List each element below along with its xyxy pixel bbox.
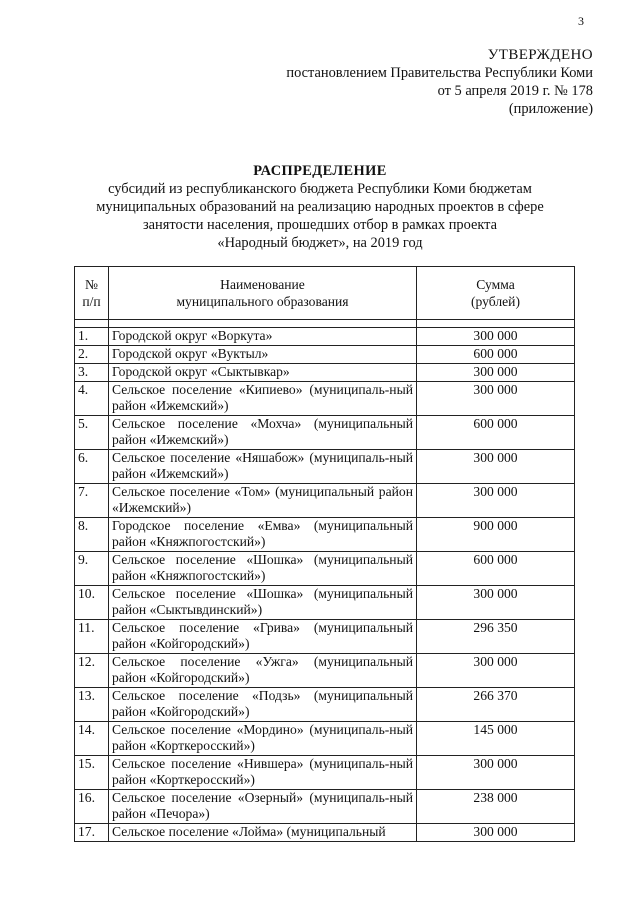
row-number: 4. bbox=[75, 382, 109, 416]
subsidy-amount: 145 000 bbox=[417, 722, 575, 756]
heading-line-2: муниципальных образований на реализацию народных проектов в сфере bbox=[96, 199, 544, 215]
header-name bbox=[109, 267, 417, 320]
table-row bbox=[75, 328, 575, 346]
row-number: 5. bbox=[75, 416, 109, 450]
table-row bbox=[75, 722, 575, 756]
header-sum bbox=[417, 267, 575, 320]
row-number: 14. bbox=[75, 722, 109, 756]
subsidy-amount: 300 000 bbox=[417, 756, 575, 790]
municipality-name: Городское поселение «Емва» (муниципальный район «Княжпогостский») bbox=[109, 518, 417, 552]
municipality-name: Сельское поселение «Грива» (муниципальный район «Койгородский») bbox=[109, 620, 417, 654]
subsidy-amount: 600 000 bbox=[417, 346, 575, 364]
table-row bbox=[75, 586, 575, 620]
heading-line-3: занятости населения, прошедших отбор в рамках проекта bbox=[142, 217, 498, 233]
table-row bbox=[75, 688, 575, 722]
spacer-cell bbox=[75, 320, 109, 328]
document-heading bbox=[0, 162, 640, 252]
header-name-line-2: муниципального образования bbox=[176, 294, 349, 309]
approval-appendix-line: (приложение) bbox=[508, 101, 593, 117]
table-row bbox=[75, 654, 575, 688]
table-row bbox=[75, 382, 575, 416]
approval-date-line: от 5 апреля 2019 г. № 178 bbox=[437, 83, 593, 99]
municipality-name: Сельское поселение «Ужга» (муниципальный район «Койгородский») bbox=[109, 654, 417, 688]
approval-title: УТВЕРЖДЕНО bbox=[487, 47, 593, 63]
row-number: 9. bbox=[75, 552, 109, 586]
table-row bbox=[75, 552, 575, 586]
row-number: 10. bbox=[75, 586, 109, 620]
subsidy-amount: 300 000 bbox=[417, 484, 575, 518]
municipality-name: Сельское поселение «Том» (муниципальный район «Ижемский») bbox=[109, 484, 417, 518]
municipality-name: Сельское поселение «Нившера» (муниципаль-ный район «Корткеросский») bbox=[109, 756, 417, 790]
spacer-cell bbox=[417, 320, 575, 328]
header-sum-line-2: (рублей) bbox=[471, 294, 520, 309]
approval-block bbox=[286, 46, 593, 118]
municipality-name: Сельское поселение «Мохча» (муниципальный район «Ижемский») bbox=[109, 416, 417, 450]
subsidy-amount: 238 000 bbox=[417, 790, 575, 824]
table-row bbox=[75, 450, 575, 484]
municipality-name: Городской округ «Воркута» bbox=[109, 328, 417, 346]
table-row bbox=[75, 416, 575, 450]
row-number: 2. bbox=[75, 346, 109, 364]
header-number-line-2: п/п bbox=[82, 294, 101, 309]
subsidy-amount: 300 000 bbox=[417, 824, 575, 842]
municipality-name: Сельское поселение «Шошка» (муниципальный район «Сыктывдинский») bbox=[109, 586, 417, 620]
table-row bbox=[75, 484, 575, 518]
table-spacer-row bbox=[75, 320, 575, 328]
subsidy-amount: 900 000 bbox=[417, 518, 575, 552]
municipality-name: Сельское поселение «Озерный» (муниципаль-ный район «Печора») bbox=[109, 790, 417, 824]
municipality-name: Сельское поселение «Мордино» (муниципаль-ный район «Корткеросский») bbox=[109, 722, 417, 756]
subsidy-amount: 300 000 bbox=[417, 450, 575, 484]
distribution-table bbox=[74, 266, 575, 842]
row-number: 8. bbox=[75, 518, 109, 552]
row-number: 6. bbox=[75, 450, 109, 484]
table-row bbox=[75, 518, 575, 552]
subsidy-amount: 300 000 bbox=[417, 364, 575, 382]
row-number: 11. bbox=[75, 620, 109, 654]
row-number: 3. bbox=[75, 364, 109, 382]
subsidy-amount: 296 350 bbox=[417, 620, 575, 654]
subsidy-amount: 600 000 bbox=[417, 416, 575, 450]
row-number: 15. bbox=[75, 756, 109, 790]
subsidy-amount: 600 000 bbox=[417, 552, 575, 586]
header-sum-line-1: Сумма bbox=[476, 277, 515, 292]
heading-line-4: «Народный бюджет», на 2019 год bbox=[217, 235, 423, 251]
municipality-name: Сельское поселение «Шошка» (муниципальный район «Княжпогостский») bbox=[109, 552, 417, 586]
table-row bbox=[75, 756, 575, 790]
row-number: 13. bbox=[75, 688, 109, 722]
header-number-line-1: № bbox=[85, 277, 98, 292]
row-number: 12. bbox=[75, 654, 109, 688]
municipality-name: Сельское поселение «Кипиево» (муниципаль-ный район «Ижемский») bbox=[109, 382, 417, 416]
spacer-cell bbox=[109, 320, 417, 328]
table-row bbox=[75, 346, 575, 364]
municipality-name: Сельское поселение «Няшабож» (муниципаль-ный район «Ижемский») bbox=[109, 450, 417, 484]
municipality-name: Городской округ «Сыктывкар» bbox=[109, 364, 417, 382]
table-header-row bbox=[75, 267, 575, 320]
table-row bbox=[75, 620, 575, 654]
municipality-name: Городской округ «Вуктыл» bbox=[109, 346, 417, 364]
municipality-name: Сельское поселение «Подзь» (муниципальный район «Койгородский») bbox=[109, 688, 417, 722]
heading-line-1: субсидий из республиканского бюджета Республики Коми бюджетам bbox=[108, 181, 532, 197]
row-number: 7. bbox=[75, 484, 109, 518]
subsidy-amount: 300 000 bbox=[417, 586, 575, 620]
subsidy-amount: 266 370 bbox=[417, 688, 575, 722]
approval-decree-line: постановлением Правительства Республики Коми bbox=[286, 65, 593, 81]
table-row bbox=[75, 824, 575, 842]
row-number: 17. bbox=[75, 824, 109, 842]
page-number: 3 bbox=[578, 14, 584, 28]
header-name-line-1: Наименование bbox=[220, 277, 305, 292]
subsidy-amount: 300 000 bbox=[417, 328, 575, 346]
table-row bbox=[75, 364, 575, 382]
table-row bbox=[75, 790, 575, 824]
subsidy-amount: 300 000 bbox=[417, 382, 575, 416]
document-title: РАСПРЕДЕЛЕНИЕ bbox=[253, 163, 387, 179]
municipality-name: Сельское поселение «Лойма» (муниципальный bbox=[109, 824, 417, 842]
subsidy-amount: 300 000 bbox=[417, 654, 575, 688]
row-number: 16. bbox=[75, 790, 109, 824]
header-number bbox=[75, 267, 109, 320]
row-number: 1. bbox=[75, 328, 109, 346]
